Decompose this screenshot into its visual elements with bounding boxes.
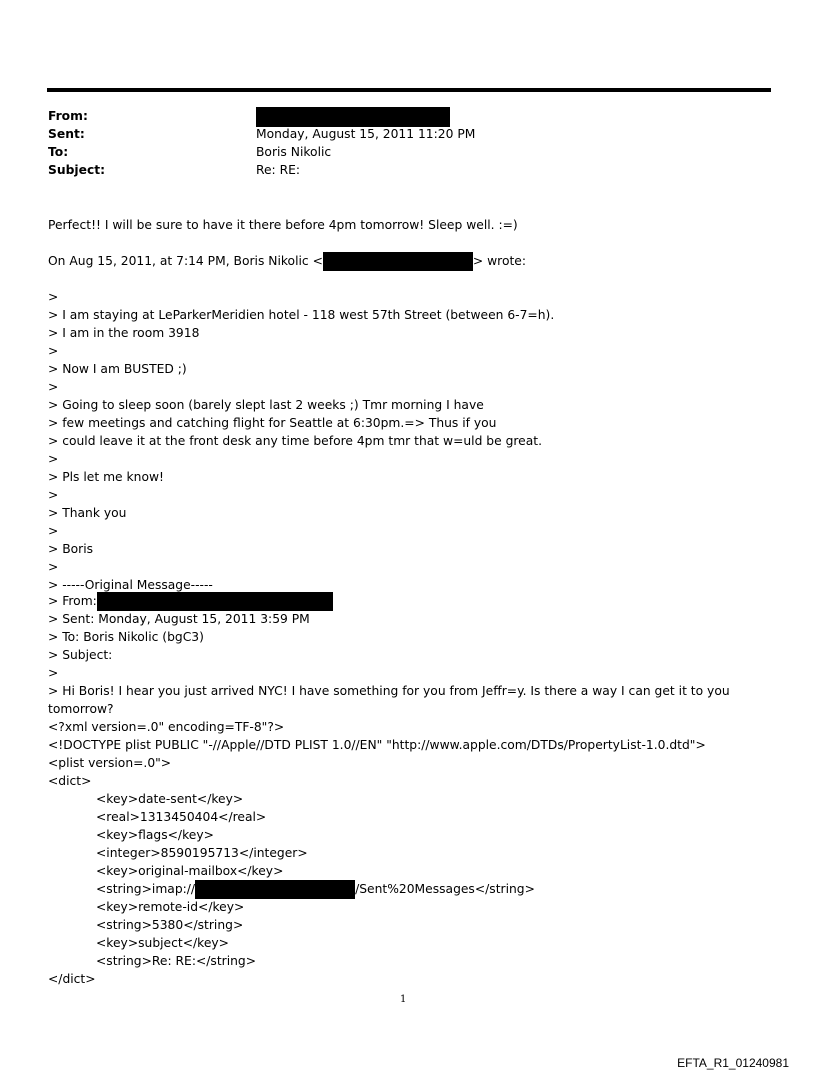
header-rule	[47, 88, 771, 92]
text-line: <string>Re: RE:</string>	[96, 954, 257, 968]
text-line: > To: Boris Nikolic (bgC3)	[48, 630, 204, 644]
orig-from-redaction	[97, 592, 333, 611]
text-line: > Pls let me know!	[48, 470, 164, 484]
text-line: > I am staying at LeParkerMeridien hotel - 118 west 57th Street (between 6-7=h).	[48, 308, 555, 322]
imap-redaction	[195, 880, 355, 899]
text-line: <key>subject</key>	[96, 936, 229, 950]
imap-suffix: /Sent%20Messages</string>	[355, 882, 535, 896]
from-label: From:	[48, 109, 88, 123]
text-line: <key>original-mailbox</key>	[96, 864, 284, 878]
imap-line	[96, 880, 535, 899]
subject-value: Re: RE:	[256, 163, 301, 177]
subject-row	[48, 161, 475, 179]
text-line: > could leave it at the front desk any time before 4pm tmr that w=uld be great.	[48, 434, 543, 448]
text-line: <string>5380</string>	[96, 918, 244, 932]
imap-prefix: <string>imap://	[96, 882, 196, 896]
text-line: > Sent: Monday, August 15, 2011 3:59 PM	[48, 612, 310, 626]
to-value: Boris Nikolic	[256, 145, 332, 159]
orig-from-line	[48, 592, 333, 611]
text-line: <?xml version=.0" encoding=TF-8"?>	[48, 720, 285, 734]
to-row	[48, 143, 475, 161]
text-line: >	[48, 524, 59, 538]
text-line: tomorrow?	[48, 702, 114, 716]
sent-label: Sent:	[48, 127, 85, 141]
text-line: >	[48, 344, 59, 358]
reply-text: Perfect!! I will be sure to have it there before 4pm tomorrow! Sleep well. :=)	[48, 218, 518, 232]
to-label: To:	[48, 145, 69, 159]
email-header	[48, 107, 475, 179]
text-line: >	[48, 452, 59, 466]
text-line: >	[48, 380, 59, 394]
page-number: 1	[400, 994, 407, 1005]
text-line: > -----Original Message-----	[48, 578, 213, 592]
text-line: <key>remote-id</key>	[96, 900, 245, 914]
text-line: > Now I am BUSTED ;)	[48, 362, 187, 376]
dict-close: </dict>	[48, 972, 96, 986]
text-line: <key>date-sent</key>	[96, 792, 244, 806]
text-line: > few meetings and catching flight for Seattle at 6:30pm.=> Thus if you	[48, 416, 497, 430]
orig-from-label: > From:	[48, 594, 97, 608]
wrote-suffix: > wrote:	[472, 254, 526, 268]
text-line: <dict>	[48, 774, 92, 788]
text-line: >	[48, 560, 59, 574]
text-line: >	[48, 290, 59, 304]
text-line: <real>1313450404</real>	[96, 810, 267, 824]
subject-label: Subject:	[48, 163, 106, 177]
text-line: > Boris	[48, 542, 94, 556]
wrote-prefix: On Aug 15, 2011, at 7:14 PM, Boris Nikolic <	[48, 254, 323, 268]
wrote-line	[48, 252, 526, 271]
text-line: <!DOCTYPE plist PUBLIC "-//Apple//DTD PLIST 1.0//EN" "http://www.apple.com/DTDs/PropertyList-1.0.dtd">	[48, 738, 706, 752]
text-line: > Hi Boris! I hear you just arrived NYC! I have something for you from Jeffr=y. Is there a way I can get it to you	[48, 684, 730, 698]
text-line: > I am in the room 3918	[48, 326, 200, 340]
text-line: >	[48, 488, 59, 502]
sent-row	[48, 125, 475, 143]
text-line: <plist version=.0">	[48, 756, 172, 770]
sent-value: Monday, August 15, 2011 11:20 PM	[256, 127, 476, 141]
from-redaction	[256, 107, 450, 127]
text-line: <integer>8590195713</integer>	[96, 846, 308, 860]
text-line: <key>flags</key>	[96, 828, 214, 842]
text-line: > Subject:	[48, 648, 113, 662]
from-row	[48, 107, 475, 125]
text-line: >	[48, 666, 59, 680]
doc-id: EFTA_R1_01240981	[677, 1056, 789, 1070]
text-line: > Thank you	[48, 506, 127, 520]
email-redaction	[323, 252, 473, 271]
text-line: > Going to sleep soon (barely slept last 2 weeks ;) Tmr morning I have	[48, 398, 484, 412]
